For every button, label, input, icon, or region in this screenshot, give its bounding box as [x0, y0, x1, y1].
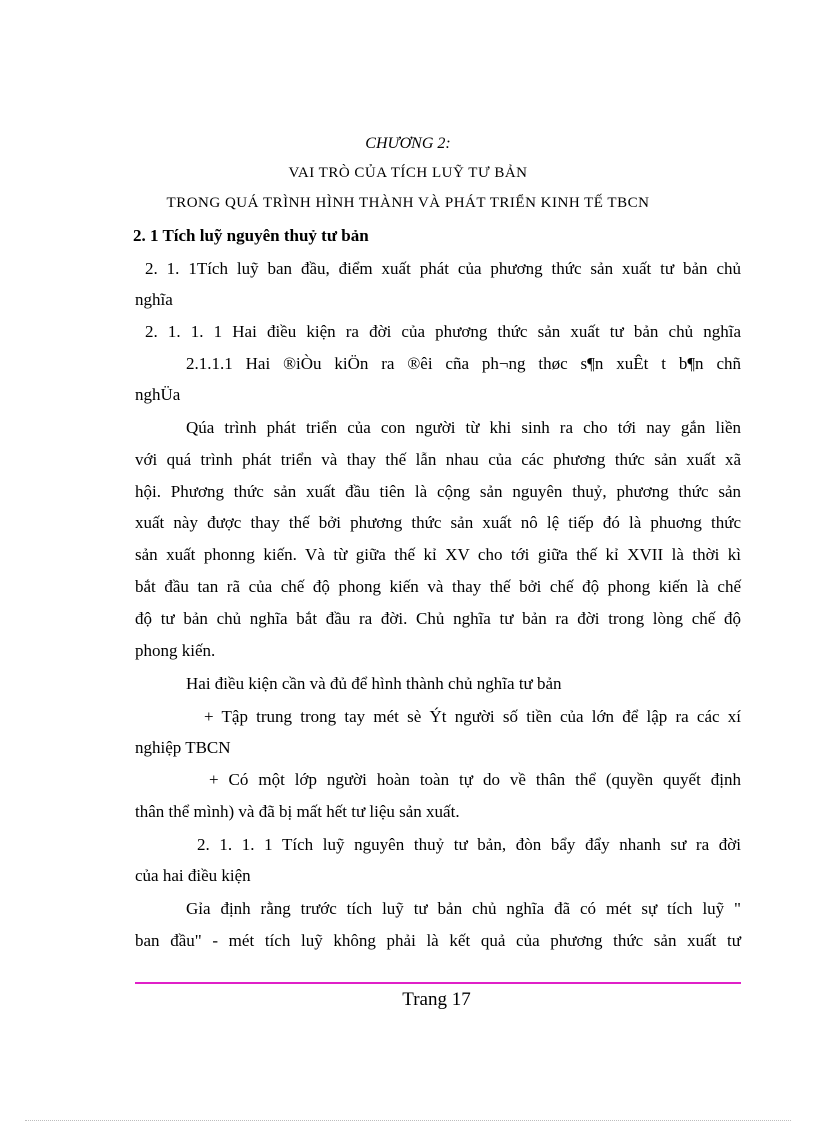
section-2-1-1-1-heading: 2. 1. 1. 1 Hai điều kiện ra đời của phương thức sản xuất tư bản chủ nghĩa: [145, 322, 741, 341]
condition2-line2: thân thể mình) và đã bị mất hết tư liệu sản xuất.: [135, 802, 460, 821]
garbled-heading-line1: 2.1.1.1 Hai ®iÒu kiÖn ra ®êi cña ph¬ng thøc s¶n xuÊt t b¶n chñ: [186, 354, 741, 373]
paragraph1-line: với quá trình phát triển và thay thế lẫn nhau của các phương thức sản xuất xã: [135, 450, 741, 469]
chapter-label: CHƯƠNG 2:: [365, 135, 451, 152]
footer-rule: [135, 982, 741, 984]
condition1-line1: + Tập trung trong tay mét sè Ýt người số tiền của lớn để lập ra các xí: [204, 707, 741, 726]
section-2-1-heading: 2. 1 Tích luỹ nguyên thuỷ tư bản: [133, 226, 369, 245]
paragraph1-line: bắt đầu tan rã của chế độ phong kiến và thay thế bởi chế độ phong kiến là chế: [135, 577, 741, 596]
paragraph1-line: phong kiến.: [135, 641, 216, 660]
paragraph2-line2: ban đầu" - mét tích luỹ không phải là kết quả của phương thức sản xuất tư: [135, 931, 741, 950]
paragraph1-line: độ tư bản chủ nghĩa bắt đầu ra đời. Chủ nghĩa tư bản ra đời trong lòng chế độ: [135, 609, 741, 628]
section-2-1-1-1b-line1: 2. 1. 1. 1 Tích luỹ nguyên thuỷ tư bản, đòn bẩy đẩy nhanh sư ra đời: [197, 835, 741, 854]
section-2-1-1-1b-line2: của hai điều kiện: [135, 866, 251, 885]
condition1-line2: nghiệp TBCN: [135, 738, 231, 757]
condition2-line1: + Có một lớp người hoàn toàn tự do về thân thể (quyền quyết định: [209, 770, 741, 789]
paragraph1-line: sản xuất phonng kiến. Và từ giữa thế kỉ XV cho tới giữa thế kỉ XVII là thời kì: [135, 545, 741, 564]
garbled-heading-line2: nghÜa: [135, 385, 181, 404]
paragraph1-line: xuất này được thay thế bởi phương thức sản xuất nô lệ tiếp đó là phuơng thức: [135, 513, 741, 532]
section-2-1-1-heading-line1: 2. 1. 1Tích luỹ ban đầu, điểm xuất phát của phương thức sản xuất tư bản chủ: [145, 259, 741, 278]
chapter-title-line2: TRONG QUÁ TRÌNH HÌNH THÀNH VÀ PHÁT TRIỂN KINH TẾ TBCN: [166, 195, 650, 211]
paragraph2-line1: Gỉa định rằng trước tích luỹ tư bản chủ nghĩa đã có mét sự tích luỹ ": [186, 899, 741, 918]
section-2-1-1-heading-line2: nghĩa: [135, 290, 173, 309]
conditions-intro: Hai điều kiện cần và đủ để hình thành chủ nghĩa tư bản: [186, 674, 562, 693]
paragraph1-line: hội. Phương thức sản xuất đầu tiên là cộng sản nguyên thuỷ, phương thức sản: [135, 482, 741, 501]
paragraph1-line: Qúa trình phát triển của con người từ khi sinh ra cho tới nay gắn liền: [186, 418, 741, 437]
page-number: Trang 17: [402, 989, 471, 1010]
page-bottom-dotted-line: [25, 1120, 791, 1121]
chapter-title-line1: VAI TRÒ CỦA TÍCH LUỸ TƯ BẢN: [288, 165, 528, 181]
